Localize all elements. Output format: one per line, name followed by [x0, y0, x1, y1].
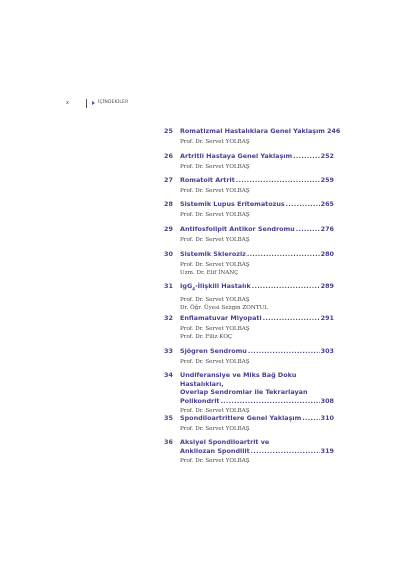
header-page-number: x [66, 100, 69, 106]
chapter-author: Prof. Dr. Servet YOLBAŞ [180, 187, 250, 194]
chapter-number: 31 [164, 282, 173, 290]
chapter-number: 28 [164, 200, 173, 208]
chapter-title: Romatoit Artrit [180, 176, 235, 184]
chapter-page: 308 [320, 396, 334, 405]
chapter-title: Antifosfolipit Antikor Sendromu [180, 225, 295, 233]
running-header [66, 100, 186, 110]
chapter-page: 280 [320, 250, 334, 258]
chapter-page: 259 [320, 176, 334, 184]
chapter-number: 27 [164, 176, 173, 184]
chapter-page: 319 [320, 446, 334, 455]
chapter-author: Prof. Dr. Servet YOLBAŞ [180, 325, 250, 332]
chapter-author: Prof. Dr. Servet YOLBAŞ [180, 408, 250, 414]
chapter-page: 252 [320, 152, 334, 160]
chapter-title-line: Overlap Sendromlar ile Tekrarlayan [180, 388, 308, 396]
chapter-number: 36 [164, 438, 173, 446]
chapter-author: Prof. Dr. Servet YOLBAŞ [180, 163, 250, 170]
chapter-number: 35 [164, 414, 173, 422]
chapter-author: Prof. Dr. Servet YOLBAŞ [180, 458, 250, 464]
chapter-page: 276 [320, 225, 334, 233]
chapter-title: Romatizmal Hastalıklara Genel Yaklaşım [180, 127, 325, 135]
chapter-page: 310 [320, 414, 334, 422]
chapter-number: 34 [164, 371, 173, 379]
chapter-title: Sjögren Sendromu [180, 347, 247, 355]
chapter-author: Prof. Dr. Servet YOLBAŞ [180, 211, 250, 218]
chapter-title: IgG$_4$-İlişkili Hastalık [180, 282, 251, 292]
chapter-author: Prof. Dr. Servet YOLBAŞ [180, 358, 250, 365]
chapter-page: 291 [320, 314, 334, 322]
chapter-page: 303 [320, 347, 334, 355]
chapter-number: 26 [164, 152, 173, 160]
chapter-number: 33 [164, 347, 173, 355]
chapter-number: 29 [164, 225, 173, 233]
header-section-label: İÇİNDEKİLER [98, 100, 129, 105]
chapter-title: Spondiloartritlere Genel Yaklaşım [180, 414, 302, 422]
chapter-number: 25 [164, 127, 173, 135]
chapter-author: Prof. Dr. Filiz KOÇ [180, 333, 233, 340]
chapter-title-line: Undiferansiye ve Miks Bağ Doku Hastalıkları, [180, 371, 297, 388]
chapter-page: 265 [320, 200, 334, 208]
chapter-title: Enflamatuvar Miyopati [180, 314, 262, 322]
chapter-title-line: Polikondrit [180, 396, 220, 405]
chapter-author: Prof. Dr. Servet YOLBAŞ [180, 425, 250, 432]
chapter-author: Dr. Öğr. Üyesi Sezgin ZONTUL [180, 304, 268, 311]
chapter-title: Sistemik Skleroziz [180, 250, 246, 258]
chapter-number: 30 [164, 250, 173, 258]
chapter-title: Artritli Hastaya Genel Yaklaşım [180, 152, 293, 160]
chapter-title: Sistemik Lupus Eritematozus [180, 200, 285, 208]
chapter-number: 32 [164, 314, 173, 322]
chapter-title-line: Aksiyel Spondiloartrit ve [180, 438, 270, 446]
chapter-author: Uzm. Dr. Elif İNANÇ [180, 269, 239, 276]
chapter-author: Prof. Dr. Servet YOLBAŞ [180, 261, 250, 268]
chapter-title-line: Ankilozan Spondilit [180, 446, 250, 455]
header-divider [86, 99, 87, 108]
chapter-page: 246 [326, 127, 341, 135]
chapter-author: Prof. Dr. Servet YOLBAŞ [180, 296, 250, 303]
chapter-author: Prof. Dr. Servet YOLBAŞ [180, 138, 250, 145]
chapter-page: 289 [320, 282, 334, 290]
triangle-icon [92, 101, 95, 105]
chapter-author: Prof. Dr. Servet YOLBAŞ [180, 236, 250, 243]
